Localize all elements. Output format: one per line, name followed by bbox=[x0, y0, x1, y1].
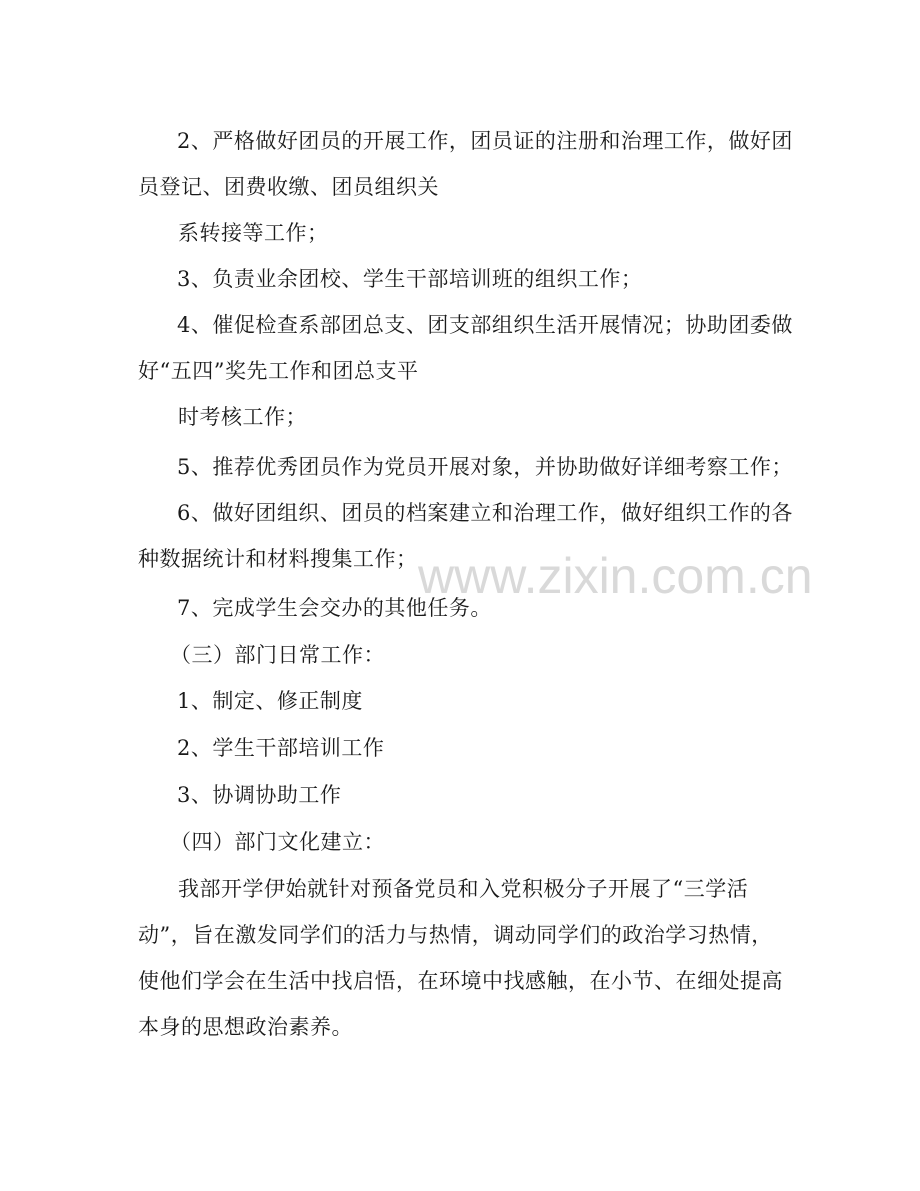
paragraph-line: 4、催促检查系部团总支、团支部组织生活开展情况；协助团委做 bbox=[177, 313, 793, 337]
paragraph-line: 系转接等工作； bbox=[178, 221, 329, 245]
paragraph-line: 动”，旨在激发同学们的活力与热情，调动同学们的政治学习热情， bbox=[138, 923, 773, 947]
paragraph-line: 3、负责业余团校、学生干部培训班的组织工作； bbox=[177, 267, 643, 291]
paragraph-line: 2、严格做好团员的开展工作，团员证的注册和治理工作，做好团 bbox=[177, 129, 793, 153]
paragraph-line: 我部开学伊始就针对预备党员和入党积极分子开展了“三学活 bbox=[178, 877, 749, 901]
paragraph-line: 种数据统计和材料搜集工作； bbox=[138, 547, 418, 571]
paragraph-line: 员登记、团费收缴、团员组织关 bbox=[138, 175, 439, 199]
paragraph-line: 好“五四”奖先工作和团总支平 bbox=[138, 359, 419, 383]
paragraph-line: 本身的思想政治素养。 bbox=[138, 1015, 353, 1039]
paragraph-line: 使他们学会在生活中找启悟，在环境中找感触，在小节、在细处提高 bbox=[138, 969, 783, 993]
section-heading: （四）部门文化建立： bbox=[170, 830, 385, 854]
paragraph-line: 2、学生干部培训工作 bbox=[177, 736, 385, 760]
paragraph-line: 5、推荐优秀团员作为党员开展对象，并协助做好详细考察工作； bbox=[177, 455, 793, 479]
section-heading: （三）部门日常工作： bbox=[170, 643, 385, 667]
paragraph-line: 时考核工作； bbox=[178, 405, 307, 429]
watermark: www.zixin.com.cn bbox=[418, 548, 813, 604]
paragraph-line: 7、完成学生会交办的其他任务。 bbox=[177, 596, 492, 620]
paragraph-line: 1、制定、修正制度 bbox=[177, 689, 363, 713]
paragraph-line: 3、协调协助工作 bbox=[177, 783, 342, 807]
paragraph-line: 6、做好团组织、团员的档案建立和治理工作，做好组织工作的各 bbox=[177, 501, 793, 525]
